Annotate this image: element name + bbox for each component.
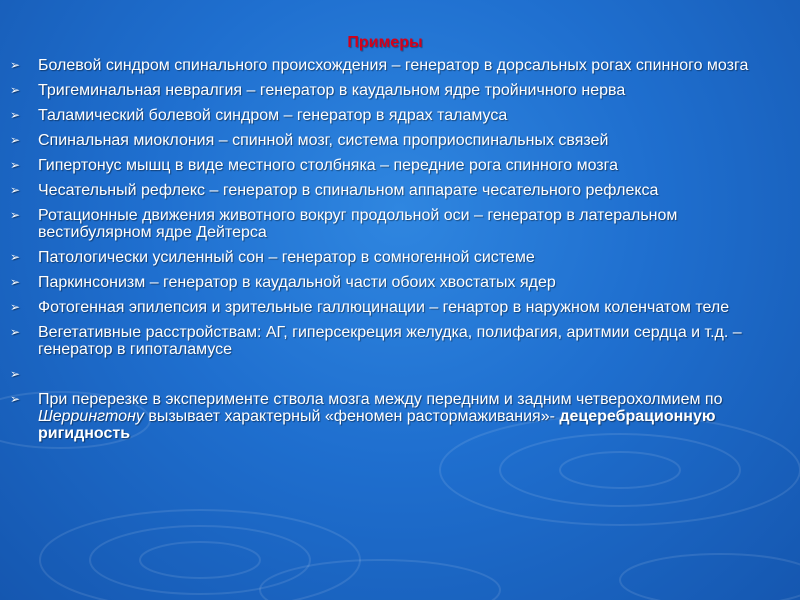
- bullet-arrow-icon: ➢: [10, 367, 21, 381]
- bold-term: децеребрационную ригидность: [38, 408, 716, 442]
- bullet-arrow-icon: ➢: [10, 275, 21, 289]
- bullet-arrow-icon: ➢: [10, 133, 21, 147]
- list-item: ➢ Ротационные движения животного вокруг продольной оси – генератор в латеральном вестибулярном ядре Дейтерса: [10, 207, 678, 241]
- bullet-arrow-icon: ➢: [10, 325, 21, 339]
- list-item: ➢ Чесательный рефлекс – генератор в спинальном аппарате чесательного рефлекса: [10, 182, 659, 199]
- list-item-empty: [10, 366, 770, 383]
- bullet-arrow-icon: ➢: [10, 58, 21, 72]
- bullet-arrow-icon: ➢: [10, 250, 21, 264]
- list-item: ➢ При перерезке в эксперименте ствола мозга между передним и задним четверохолмием по Шеррингтону вызывает характерный «феномен растормаживания»- децеребрационную ригидность: [10, 391, 723, 442]
- bullet-list: [10, 57, 770, 450]
- bullet-arrow-icon: ➢: [10, 108, 21, 122]
- bullet-arrow-icon: ➢: [10, 392, 21, 406]
- bullet-arrow-icon: ➢: [10, 208, 21, 222]
- list-item: ➢ Патологически усиленный сон – генератор в сомногенной системе: [10, 249, 535, 266]
- bullet-arrow-icon: ➢: [10, 183, 21, 197]
- list-item: ➢ Вегетативные расстройствам: АГ, гиперсекреция желудка, полифагия, аритмии сердца и т.д. –генератор в гипоталамусе: [10, 324, 742, 358]
- bullet-arrow-icon: ➢: [10, 300, 21, 314]
- list-item: ➢ Тригеминальная невралгия – генератор в каудальном ядре тройничного нерва: [10, 82, 626, 99]
- bullet-arrow-icon: ➢: [10, 158, 21, 172]
- list-item: ➢ Гипертонус мышц в виде местного столбняка – передние рога спинного мозга: [10, 157, 619, 174]
- list-item: ➢ Болевой синдром спинального происхождения – генератор в дорсальных рогах спинного мозга: [10, 57, 749, 74]
- italic-name: Шеррингтону: [38, 408, 144, 425]
- bullet-arrow-icon: ➢: [10, 83, 21, 97]
- list-item: ➢ Спинальная миоклония – спинной мозг, система проприоспинальных связей: [10, 132, 609, 149]
- list-item: ➢ Фотогенная эпилепсия и зрительные галлюцинации – генартор в наружном коленчатом теле: [10, 299, 730, 316]
- list-item: ➢ Таламический болевой синдром – генератор в ядрах таламуса: [10, 107, 508, 124]
- slide-title: Примеры: [347, 34, 423, 51]
- list-item: ➢ Паркинсонизм – генератор в каудальной части обоих хвостатых ядер: [10, 274, 556, 291]
